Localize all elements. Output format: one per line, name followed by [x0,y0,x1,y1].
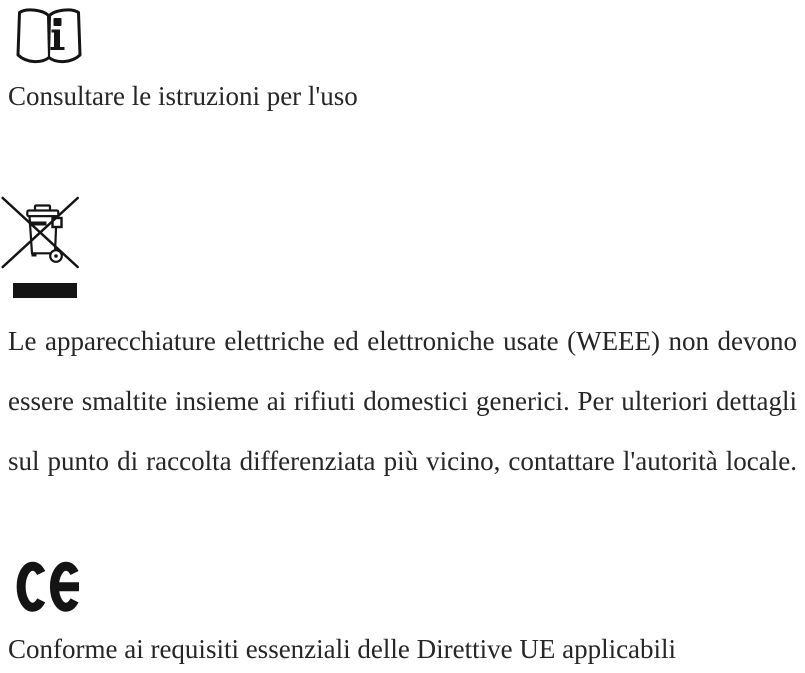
bin-left-foot [32,253,37,256]
weee-black-bar [13,283,77,298]
consult-instructions-icon [10,5,88,69]
ce-letter-c [21,566,41,607]
bin-wheel-hub [54,254,58,258]
weee-caption-line-3: sul punto di raccolta differenziata più vicino, contattare l'autorità locale. [8,446,797,476]
consult-instructions-caption: Consultare le istruzioni per l'uso [8,81,358,111]
weee-crossed-wheelie-bin-icon [0,195,80,300]
weee-caption-line-1: Le apparecchiature elettriche ed elettroniche usate (WEEE) non devono [8,326,797,356]
weee-caption [8,311,797,491]
ce-marking-icon [14,557,86,615]
letter-i-glyph [51,18,65,50]
ce-caption: Conforme ai requisiti essenziali delle Direttive UE applicabili [8,634,677,664]
weee-caption-line-2: essere smaltite insieme ai rifiuti domestici generici. Per ulteriori dettagli [8,386,797,416]
